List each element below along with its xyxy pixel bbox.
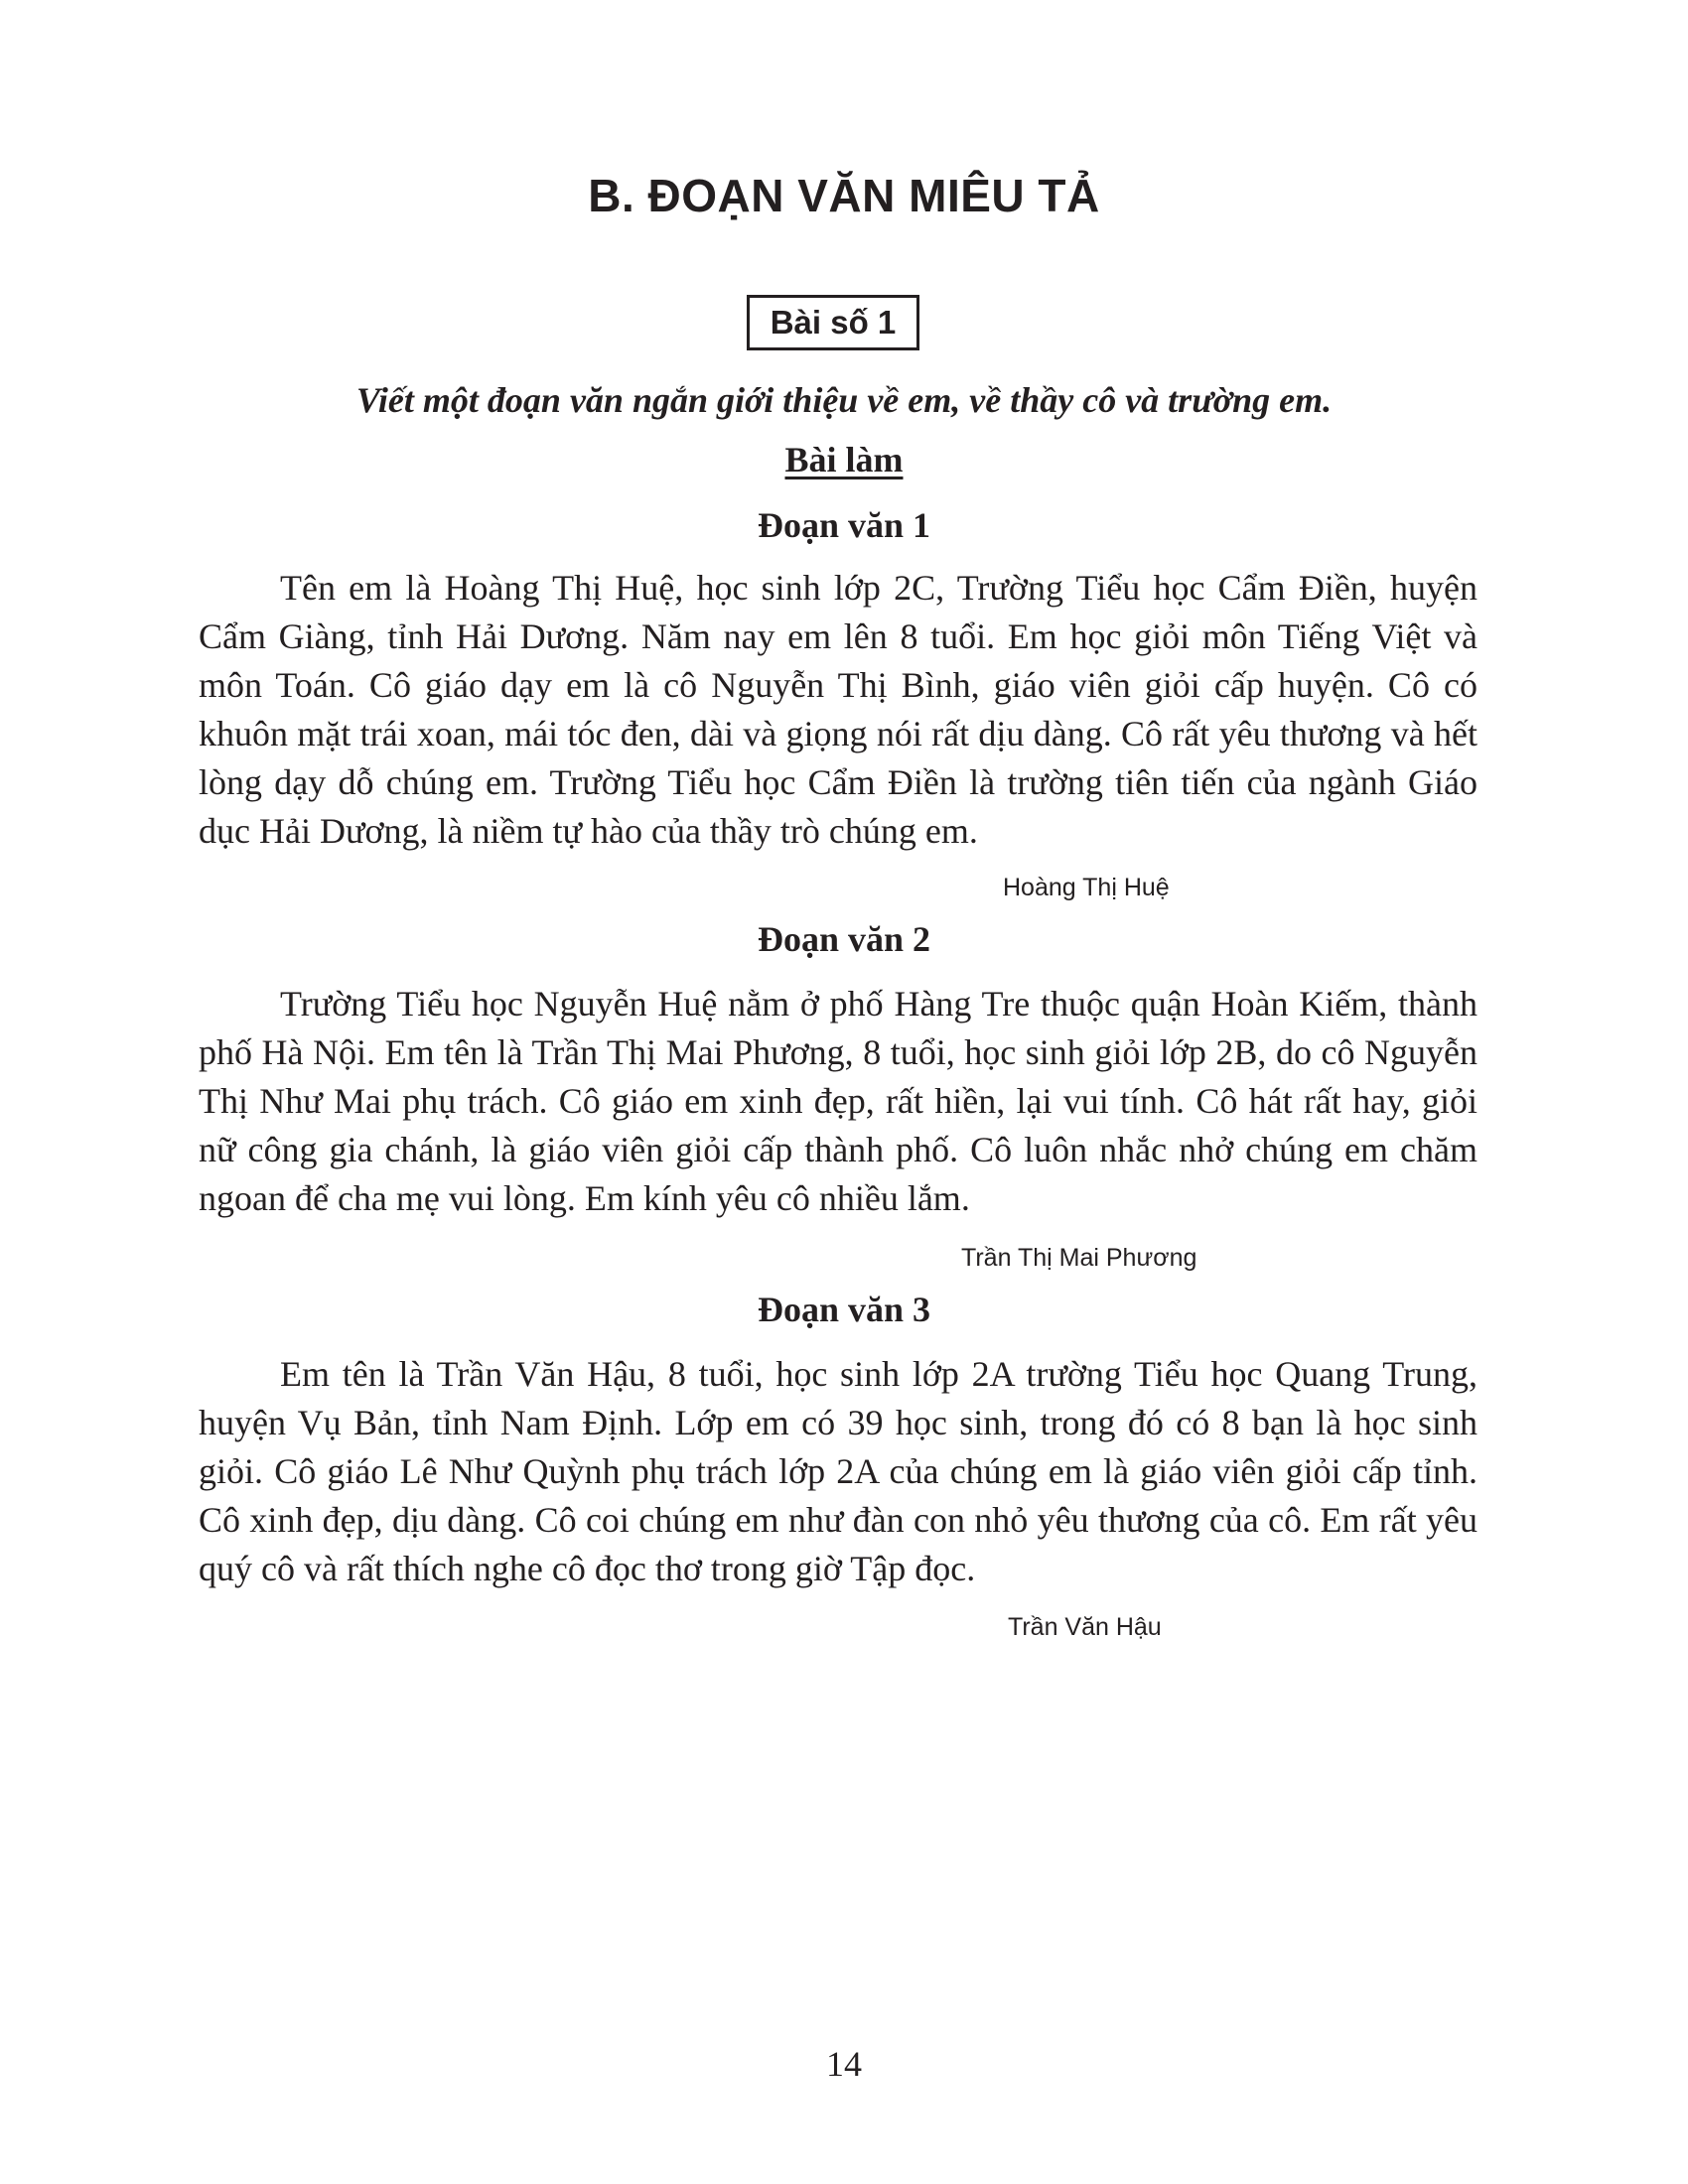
paragraph-1-text: Tên em là Hoàng Thị Huệ, học sinh lớp 2C, Trường Tiểu học Cẩm Điền, huyện Cẩm Giàng, tỉnh Hải Dương. Năm nay em lên 8 tuổi. Em học giỏi môn Tiếng Việt và môn Toán. Cô giáo dạy em là cô Nguyễn Thị Bình, giáo viên giỏi cấp huyện. Cô có khuôn mặt trái xoan, mái tóc đen, dài và giọng nói rất dịu dàng. Cô rất yêu thương và hết lòng dạy dỗ chúng em. Trường Tiểu học Cẩm Điền là trường tiên tiến của ngành Giáo dục Hải Dương, là niềm tự hào của thầy trò chúng em. <box>199 568 1477 851</box>
answer-label: Bài làm <box>784 440 904 479</box>
paragraph-1-heading: Đoạn văn 1 <box>757 505 931 545</box>
section-title: B. ĐOẠN VĂN MIÊU TẢ <box>588 170 1100 221</box>
paragraph-2-author: Trần Thị Mai Phương <box>961 1244 1197 1272</box>
page-number: 14 <box>826 2044 862 2084</box>
paragraph-2-text: Trường Tiểu học Nguyễn Huệ nằm ở phố Hàng Tre thuộc quận Hoàn Kiếm, thành phố Hà Nội. Em tên là Trần Thị Mai Phương, 8 tuổi, học sinh giỏi lớp 2B, do cô Nguyễn Thị Như Mai phụ trách. Cô giáo em xinh đẹp, rất hiền, lại vui tính. Cô hát rất hay, giỏi nữ công gia chánh, là giáo viên giỏi cấp thành phố. Cô luôn nhắc nhở chúng em chăm ngoan để cha mẹ vui lòng. Em kính yêu cô nhiều lắm. <box>199 984 1477 1218</box>
paragraph-3-author: Trần Văn Hậu <box>1008 1613 1162 1641</box>
paragraph-1-author: Hoàng Thị Huệ <box>1003 874 1170 901</box>
paragraph-2-heading: Đoạn văn 2 <box>757 919 931 959</box>
exercise-label-box: Bài số 1 <box>747 295 919 350</box>
paragraph-3-text: Em tên là Trần Văn Hậu, 8 tuổi, học sinh lớp 2A trường Tiểu học Quang Trung, huyện Vụ Bản, tỉnh Nam Định. Lớp em có 39 học sinh, trong đó có 8 bạn là học sinh giỏi. Cô giáo Lê Như Quỳnh phụ trách lớp 2A của chúng em là giáo viên giỏi cấp tỉnh. Cô xinh đẹp, dịu dàng. Cô coi chúng em như đàn con nhỏ yêu thương của cô. Em rất yêu quý cô và rất thích nghe cô đọc thơ trong giờ Tập đọc. <box>199 1354 1477 1588</box>
exercise-prompt: Viết một đoạn văn ngắn giới thiệu về em, về thầy cô và trường em. <box>355 380 1333 420</box>
paragraph-3-heading: Đoạn văn 3 <box>757 1290 931 1329</box>
